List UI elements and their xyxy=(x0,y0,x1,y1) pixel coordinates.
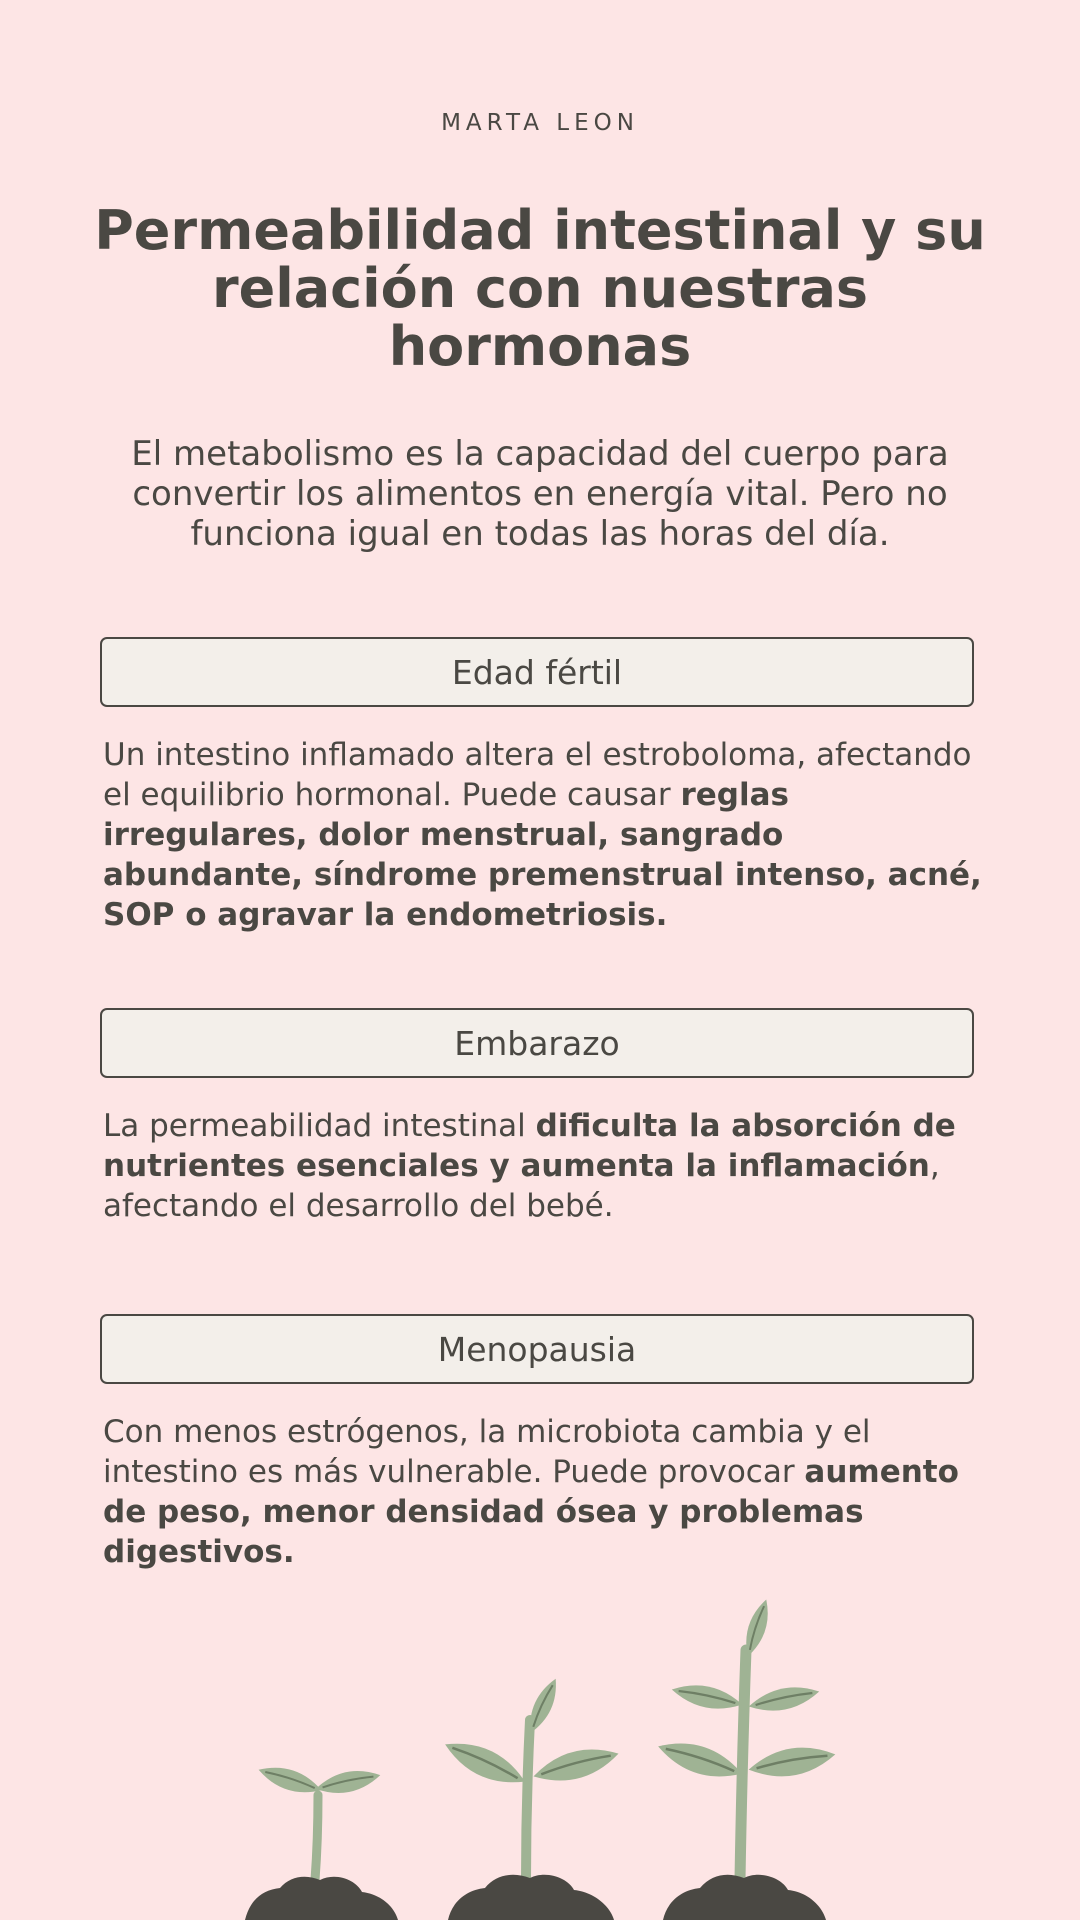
section-header-embarazo: Embarazo xyxy=(100,1008,974,1078)
body-bold: aumento de peso, menor densidad ósea y problemas digestivos. xyxy=(103,1454,959,1570)
seedling-medium-icon xyxy=(439,1675,622,1920)
section-header-edad-fertil: Edad fértil xyxy=(100,637,974,707)
section-body-embarazo xyxy=(103,1106,993,1226)
body-text: Un intestino inflamado altera el estroboloma, afectando el equilibrio hormonal. Puede causar xyxy=(103,737,972,813)
body-bold: dificulta la absorción de nutrientes esenciales y aumenta la inflamación xyxy=(103,1108,956,1184)
brand-name: MARTA LEON xyxy=(441,110,639,136)
body-text: La permeabilidad intestinal xyxy=(103,1108,536,1144)
body-text-end: , afectando el desarrollo del bebé. xyxy=(103,1148,940,1224)
seedling-tall-icon xyxy=(654,1597,838,1920)
section-body-menopausia xyxy=(103,1412,993,1572)
body-text: Con menos estrógenos, la microbiota cambia y el intestino es más vulnerable. Puede provocar xyxy=(103,1414,871,1490)
intro-paragraph: El metabolismo es la capacidad del cuerpo para convertir los alimentos en energía vital. Pero no funciona igual en todas las horas del día. xyxy=(131,434,949,554)
section-header-menopausia: Menopausia xyxy=(100,1314,974,1384)
seedlings-illustration xyxy=(0,1580,1080,1920)
seedling-small-icon xyxy=(245,1760,398,1920)
body-bold: reglas irregulares, dolor menstrual, sangrado abundante, síndrome premenstrual intenso, acné, SOP o agravar la endometriosis. xyxy=(103,777,982,933)
section-body-edad-fertil xyxy=(103,735,993,935)
page-title: Permeabilidad intestinal y su relación con nuestras hormonas xyxy=(94,199,986,378)
